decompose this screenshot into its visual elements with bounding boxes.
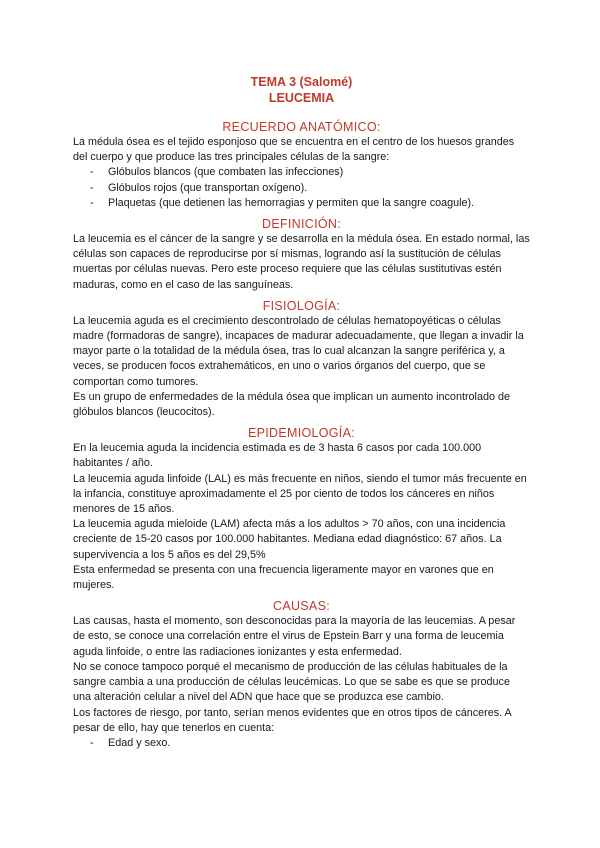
list-item: - Edad y sexo. (90, 736, 171, 749)
definicion-paragraph: La leucemia es el cáncer de la sangre y se desarrolla en la médula ósea. En estado normal, las células son capaces de reproducirse por sí mismas, logrando así la sustitución de células muertas por células nuevas. Pero este proceso requiere que las células sustitutivas estén maduras, como en el caso de las sanguíneas. (73, 233, 530, 291)
document-body (73, 74, 530, 751)
heading-causas: CAUSAS: (273, 599, 330, 614)
fisiologia-paragraph-1: La leucemia aguda es el crecimiento descontrolado de células hematopoyéticas o células madre (formadoras de sangre), incapaces de madurar adecuadamente, que llegan a invadir la mayor parte o la totalidad de la médula ósea, tras lo cual alcanzan la sangre periférica y, a veces, se producen focos extrahemáticos, en uno o varios órganos del cuerpo, que se comportan como tumores. (73, 314, 524, 388)
epidemiologia-paragraph-1: En la leucemia aguda la incidencia estimada es de 3 hasta 6 casos por cada 100.000 habitantes / año. (73, 442, 482, 470)
list-item: - Glóbulos rojos (que transportan oxígeno). (90, 181, 308, 194)
document-subtitle: LEUCEMIA (268, 91, 335, 105)
fisiologia-paragraph-2: Es un grupo de enfermedades de la médula ósea que implican un aumento incontrolado de glóbulos blancos (leucocitos). (73, 390, 510, 419)
heading-epidemiologia: EPIDEMIOLOGÍA: (247, 426, 355, 441)
epidemiologia-paragraph-3: La leucemia aguda mieloide (LAM) afecta más a los adultos > 70 años, con una incidencia creciente de 15-20 casos por 100.000 habitantes. Mediana edad diagnóstico: 67 años. La supervivencia a los 5 años es del 29,5% (73, 518, 506, 561)
document-title: TEMA 3 (Salomé) (250, 75, 353, 89)
epidemiologia-paragraph-4: Esta enfermedad se presenta con una frecuencia ligeramente mayor en varones que en mujeres. (73, 563, 494, 592)
heading-fisiologia: FISIOLOGÍA: (262, 298, 341, 313)
recuerdo-intro: La médula ósea es el tejido esponjoso que se encuentra en el centro de los huesos grandes del cuerpo y que produce las tres principales células de la sangre: (73, 136, 515, 164)
list-item: - Glóbulos blancos (que combaten las infecciones) (90, 166, 344, 179)
causas-paragraph-3: Los factores de riesgo, por tanto, serían menos evidentes que en otros tipos de cánceres. A pesar de ello, hay que tenerlos en cuenta: (73, 706, 512, 734)
recuerdo-list (73, 165, 530, 211)
causas-paragraph-2: No se conoce tampoco porqué el mecanismo de producción de las células habituales de la sangre cambia a una producción de células leucémicas. Lo que se sabe es que se produce una alteración celular a nivel del ADN que hace que se produzca ese cambio. (73, 660, 510, 704)
heading-recuerdo: RECUERDO ANATÓMICO: (222, 120, 381, 134)
causas-list (73, 736, 530, 751)
causas-paragraph-1: Las causas, hasta el momento, son desconocidas para la mayoría de las leucemias. A pesar de esto, se conoce una correlación entre el virus de Epstein Barr y una forma de leucemia aguda linfoide, o entre las radiaciones ionizantes y esta enfermedad. (73, 615, 516, 658)
list-item: - Plaquetas (que detienen las hemorragias y permiten que la sangre coagule). (90, 196, 475, 209)
epidemiologia-paragraph-2: La leucemia aguda linfoide (LAL) es más frecuente en niños, siendo el tumor más frecuente en la infancia, constituye aproximadamente el 25 por ciento de todos los cánceres en niños menores de 15 años. (73, 472, 527, 516)
heading-definicion: DEFINICIÓN: (262, 217, 341, 232)
